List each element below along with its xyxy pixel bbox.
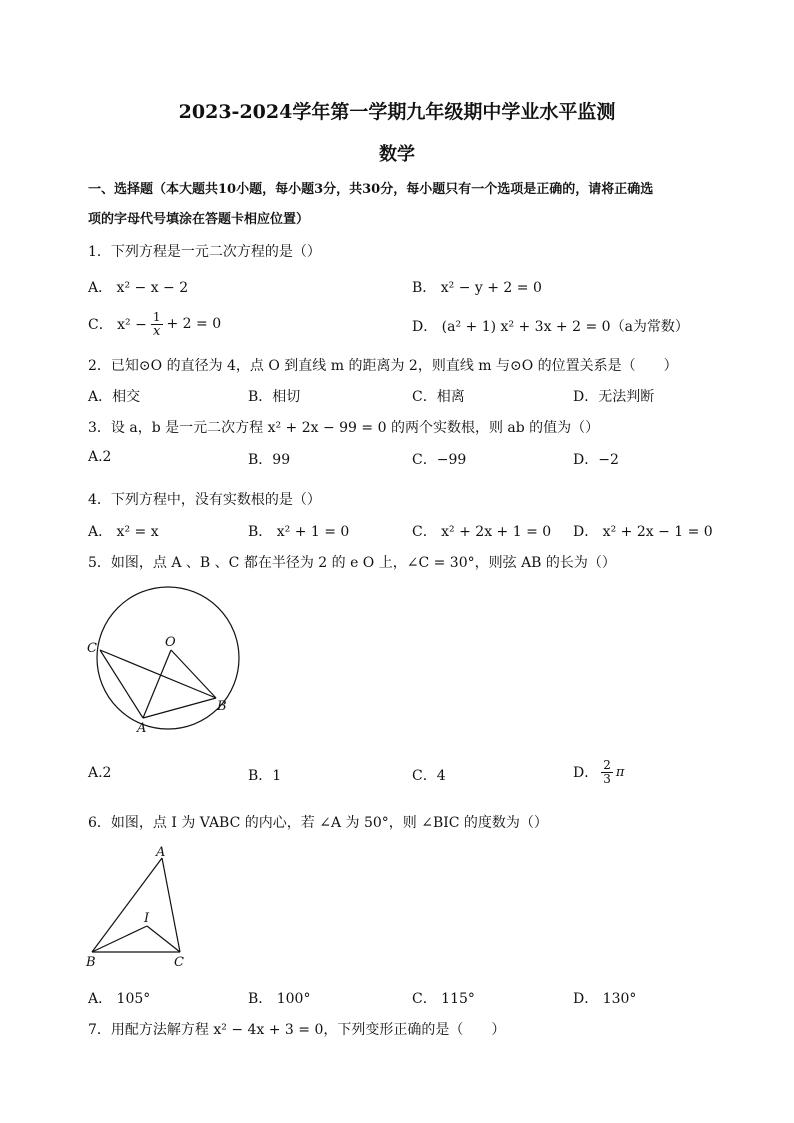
- segment-oa: [143, 650, 171, 718]
- question-1-option-b: B． x² − y + 2 = 0: [412, 280, 542, 296]
- segment-ab: [92, 858, 162, 952]
- question-5-option-a: A.2: [88, 765, 112, 781]
- label-o: O: [165, 635, 176, 650]
- question-5-circle-figure: [80, 580, 250, 740]
- label-b: B: [217, 699, 227, 714]
- question-3-option-d: D．−2: [573, 452, 619, 468]
- question-6-option-c: C． 115°: [412, 991, 475, 1007]
- question-1-option-c: [88, 306, 221, 342]
- question-6-option-b: B． 100°: [248, 991, 311, 1007]
- segment-bi: [92, 926, 147, 952]
- question-2-option-d: D．无法判断: [573, 389, 655, 405]
- segment-ab: [143, 698, 216, 718]
- option-c-prefix: C． x² −: [88, 317, 147, 333]
- segment-cb: [100, 650, 216, 698]
- option-d-fraction: [601, 759, 613, 786]
- fraction-numerator: 1: [152, 309, 161, 324]
- label-a: A: [137, 721, 147, 736]
- option-d-suffix: π: [615, 764, 625, 780]
- question-5-option-d: [573, 752, 624, 792]
- question-4-option-d: D． x² + 2x − 1 = 0: [573, 524, 713, 540]
- section-heading-line2: 项的字母代号填涂在答题卡相应位置）: [88, 212, 310, 227]
- fraction-denominator: 3: [603, 771, 611, 786]
- question-4-option-c: C． x² + 2x + 1 = 0: [412, 524, 552, 540]
- page-subtitle: 数学: [379, 144, 415, 165]
- label-i: I: [144, 911, 150, 926]
- label-c: C: [174, 955, 184, 970]
- segment-ca: [100, 650, 143, 718]
- question-3-stem: 3．设 a，b 是一元二次方程 x² + 2x − 99 = 0 的两个实数根，则 ab 的值为（）: [88, 420, 600, 436]
- segment-ci: [147, 926, 180, 952]
- option-c-fraction: [151, 311, 163, 338]
- question-5-stem: 5．如图，点 A 、B 、C 都在半径为 2 的 e O 上，∠C = 30°，则弦 AB 的长为（）: [88, 555, 616, 571]
- question-1-stem: 1．下列方程是一元二次方程的是（）: [88, 244, 321, 260]
- question-1-option-a: A． x² − x − 2: [88, 280, 189, 296]
- question-6-option-a: A． 105°: [88, 991, 151, 1007]
- label-c: C: [87, 641, 97, 656]
- question-2-option-a: A．相交: [88, 389, 141, 405]
- page-title: 2023-2024学年第一学期九年级期中学业水平监测: [178, 101, 616, 123]
- fraction-denominator: x: [153, 323, 161, 339]
- question-6-stem: 6．如图，点 I 为 VABC 的内心，若 ∠A 为 50°，则 ∠BIC 的度数为（）: [88, 815, 548, 831]
- question-4-option-b: B． x² + 1 = 0: [248, 524, 350, 540]
- question-5-option-c: C．4: [412, 768, 446, 784]
- question-3-option-b: B．99: [248, 452, 291, 468]
- section-heading-line1: 一、选择题（本大题共10小题，每小题3分，共30分，每小题只有一个选项是正确的，请将正确选: [88, 182, 654, 197]
- question-3-option-a: A.2: [88, 449, 112, 465]
- question-1-option-d: D． (a² + 1) x² + 3x + 2 = 0（a为常数）: [412, 319, 689, 335]
- fraction-numerator: 2: [603, 757, 611, 772]
- option-d-prefix: D．: [573, 765, 599, 781]
- question-4-option-a: A． x² = x: [88, 524, 159, 540]
- question-5-option-b: B．1: [248, 768, 282, 784]
- segment-ob: [171, 650, 216, 698]
- question-6-option-d: D． 130°: [573, 991, 637, 1007]
- question-2-option-b: B．相切: [248, 389, 301, 405]
- option-c-suffix: + 2 = 0: [166, 316, 222, 332]
- question-4-stem: 4．下列方程中，没有实数根的是（）: [88, 492, 321, 508]
- label-b: B: [86, 955, 96, 970]
- label-a: A: [156, 845, 166, 860]
- question-2-stem: 2．已知⊙O 的直径为 4，点 O 到直线 m 的距离为 2，则直线 m 与⊙O 的位置关系是（ ）: [88, 358, 678, 374]
- question-2-option-c: C．相离: [412, 389, 465, 405]
- question-7-stem: 7．用配方法解方程 x² − 4x + 3 = 0，下列变形正确的是（ ）: [88, 1022, 506, 1038]
- segment-ac: [162, 858, 180, 952]
- question-3-option-c: C．−99: [412, 452, 467, 468]
- question-6-triangle-figure: [80, 840, 200, 970]
